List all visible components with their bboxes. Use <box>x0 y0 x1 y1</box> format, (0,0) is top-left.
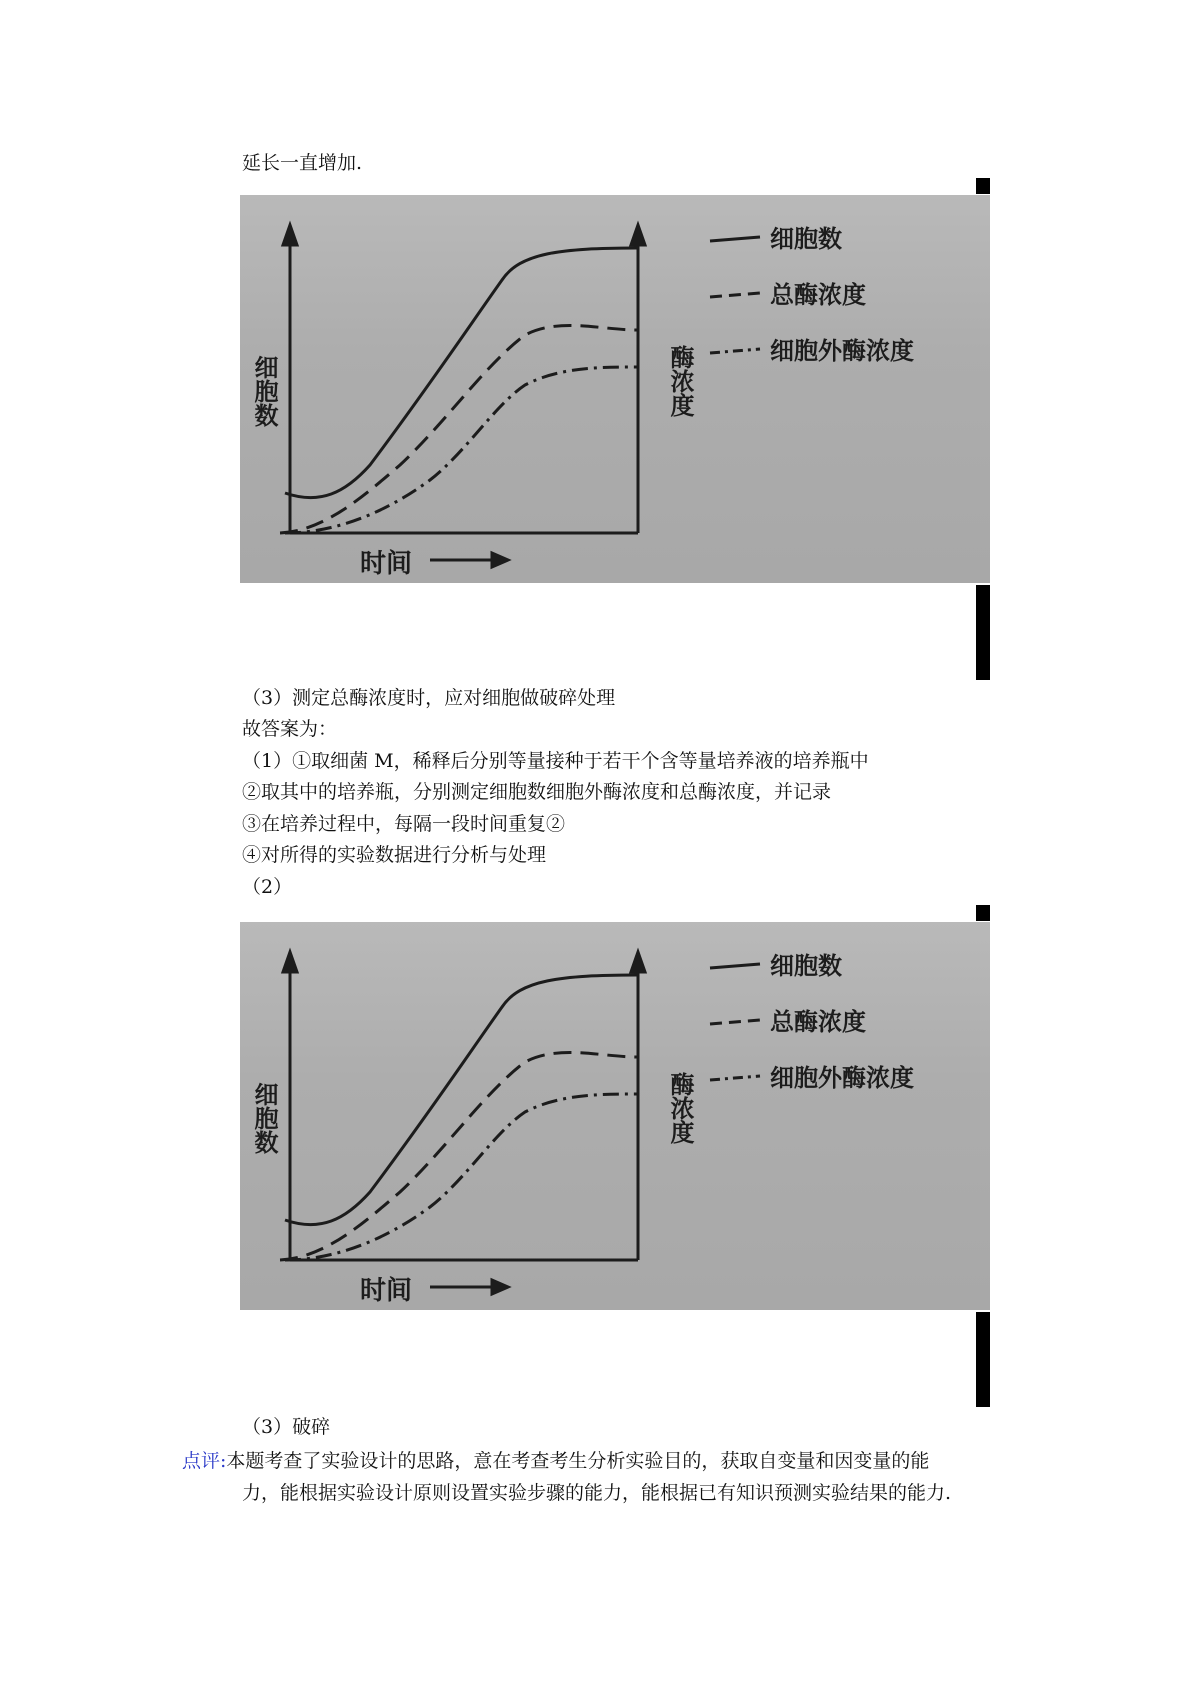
legend-label-extracellular-enzyme: 细胞外酶浓度 <box>770 1064 914 1092</box>
series-extracellular-enzyme <box>285 1094 638 1260</box>
y-axis-left-label: 细胞数 <box>250 355 278 427</box>
text-line: （1）①取细菌 M，稀释后分别等量接种于若干个含等量培养液的培养瓶中 <box>242 750 869 772</box>
review-label: 点评: <box>182 1450 227 1472</box>
x-axis-label: 时间 <box>360 549 413 579</box>
legend-label-cell-count: 细胞数 <box>770 225 842 253</box>
legend-label-total-enzyme: 总酶浓度 <box>770 281 866 309</box>
legend-line-dashed <box>710 1020 760 1024</box>
text-line: ③在培养过程中，每隔一段时间重复② <box>242 813 566 835</box>
series-cell-count <box>285 975 638 1225</box>
text-line: ②取其中的培养瓶，分别测定细胞数细胞外酶浓度和总酶浓度，并记录 <box>242 781 832 803</box>
scan-edge-bar <box>976 905 990 921</box>
review-text-line-1: 本题考查了实验设计的思路，意在考查考生分析实验目的，获取自变量和因变量的能 <box>226 1450 930 1472</box>
legend-line-dashdot <box>710 1076 760 1080</box>
legend-line-solid <box>710 237 760 241</box>
figure-growth-chart-2 <box>240 922 990 1310</box>
scan-edge-bar <box>976 178 990 194</box>
right-axis-arrow <box>631 952 645 972</box>
chart-svg-1 <box>240 195 990 583</box>
y-axis-right-label: 酶浓度 <box>666 345 694 417</box>
series-cell-count <box>285 248 638 498</box>
legend-label-cell-count: 细胞数 <box>770 952 842 980</box>
scan-edge-bar <box>976 1312 990 1407</box>
text-line-continuation: 延长一直增加. <box>242 152 363 174</box>
time-arrow-head <box>492 1280 508 1294</box>
left-axis-arrow <box>283 225 297 245</box>
y-axis-left-label: 细胞数 <box>250 1082 278 1154</box>
text-line: （3）破碎 <box>242 1416 331 1438</box>
legend-line-solid <box>710 964 760 968</box>
review-paragraph <box>182 1448 929 1474</box>
legend-line-dashdot <box>710 349 760 353</box>
text-line: （3）测定总酶浓度时，应对细胞做破碎处理 <box>242 687 616 709</box>
chart-svg-2 <box>240 922 990 1310</box>
figure-growth-chart-1 <box>240 195 990 583</box>
legend-label-total-enzyme: 总酶浓度 <box>770 1008 866 1036</box>
right-axis-arrow <box>631 225 645 245</box>
y-axis-right-label: 酶浓度 <box>666 1072 694 1144</box>
series-extracellular-enzyme <box>285 367 638 533</box>
left-axis-arrow <box>283 952 297 972</box>
legend-label-extracellular-enzyme: 细胞外酶浓度 <box>770 337 914 365</box>
x-axis-label: 时间 <box>360 1276 413 1306</box>
review-text-line-2: 力，能根据实验设计原则设置实验步骤的能力，能根据已有知识预测实验结果的能力. <box>242 1482 952 1504</box>
text-line: （2） <box>242 876 293 898</box>
legend-line-dashed <box>710 293 760 297</box>
series-total-enzyme <box>280 1052 638 1260</box>
series-total-enzyme <box>280 325 638 533</box>
text-line: ④对所得的实验数据进行分析与处理 <box>242 844 547 866</box>
time-arrow-head <box>492 553 508 567</box>
scan-edge-bar <box>976 585 990 680</box>
text-line: 故答案为： <box>242 718 338 740</box>
